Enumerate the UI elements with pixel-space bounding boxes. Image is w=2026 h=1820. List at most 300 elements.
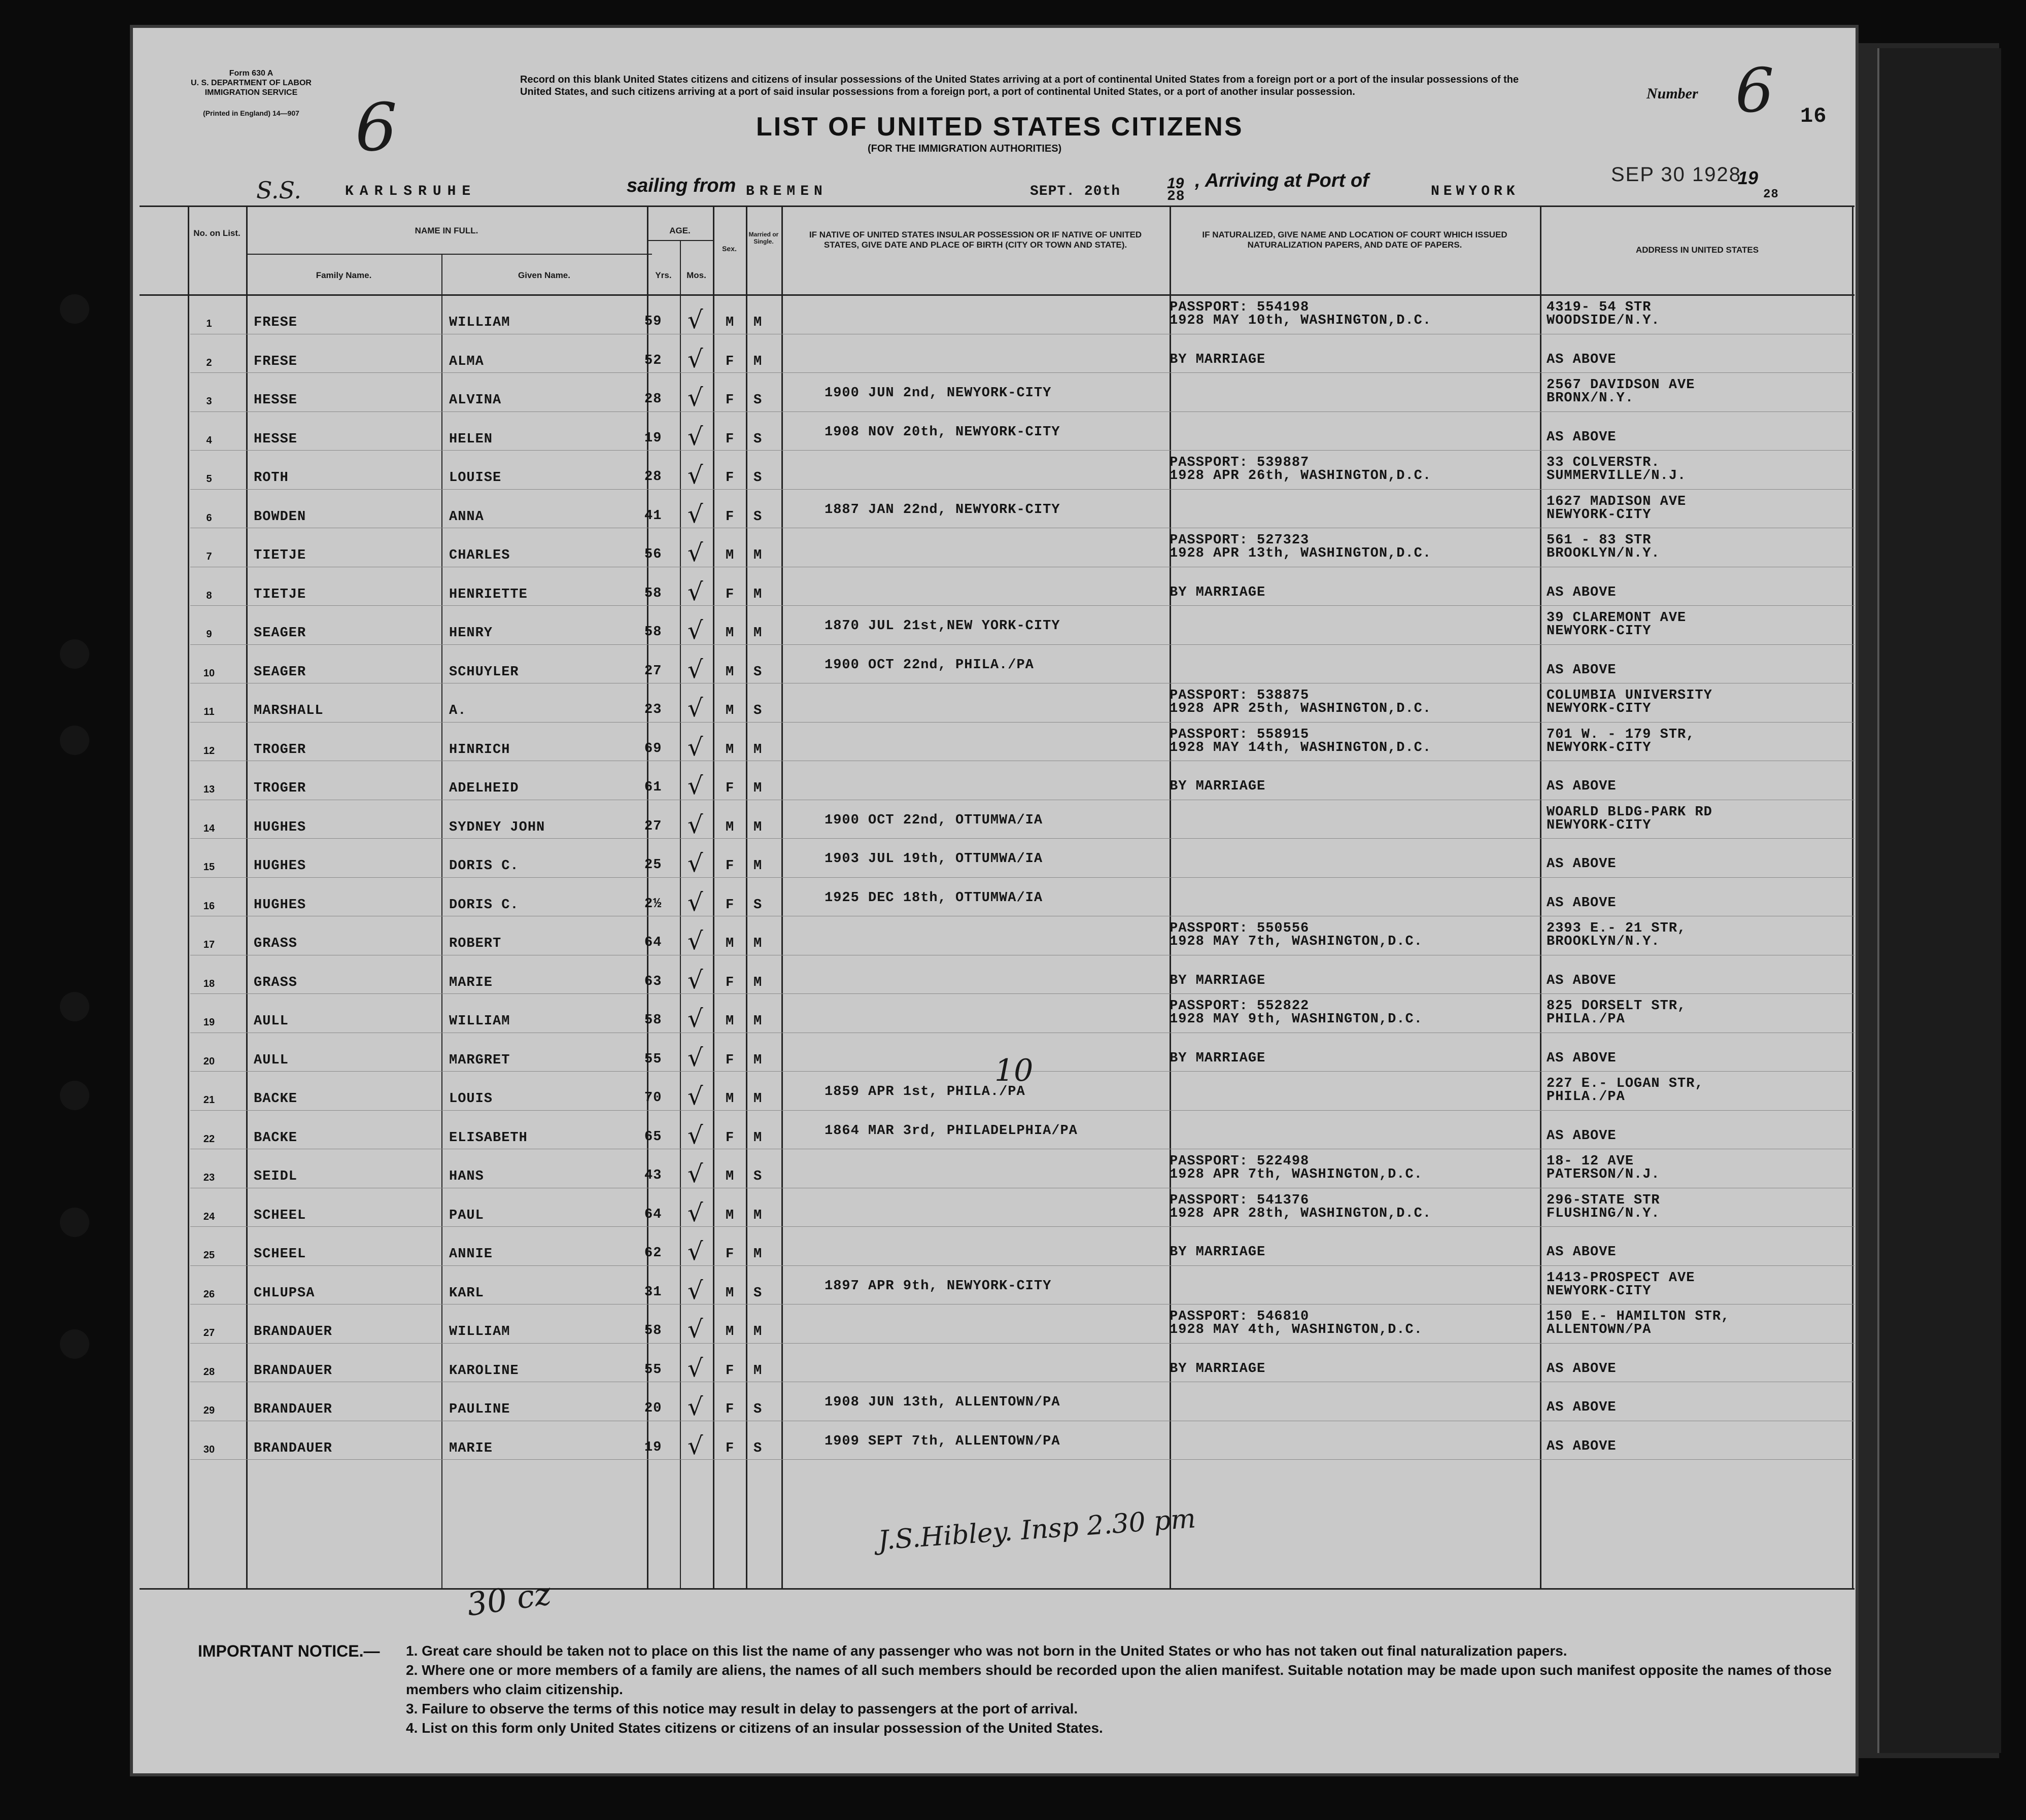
marital-status: M [753, 548, 763, 563]
family-name: TIETJE [254, 548, 306, 563]
sex: F [726, 1052, 735, 1068]
table-row [140, 529, 1855, 567]
table-row [140, 1305, 1855, 1344]
punch-hole [60, 294, 89, 324]
address-line-2: AS ABOVE [1547, 856, 1617, 872]
address-line-1: 33 COLVERSTR. [1547, 455, 1660, 470]
address-line-2: NEWYORK-CITY [1547, 740, 1652, 756]
family-name: MARSHALL [254, 703, 324, 718]
col-sex: Sex. [722, 245, 737, 253]
family-name: CHLUPSA [254, 1285, 315, 1301]
notice-item: 1. Great care should be taken not to place on this list the name of any passenger who was not born in the United States or who has not taken out final naturalization papers. [406, 1643, 1567, 1659]
marital-status: S [753, 1169, 763, 1184]
address-line-1: 39 CLAREMONT AVE [1547, 610, 1687, 626]
given-name: HINRICH [449, 742, 510, 758]
marital-status: S [753, 470, 763, 486]
given-name: LOUIS [449, 1091, 493, 1107]
given-name: KARL [449, 1285, 484, 1301]
family-name: BACKE [254, 1091, 298, 1107]
row-number: 15 [203, 862, 215, 873]
age-years: 23 [644, 702, 662, 717]
row-number: 1 [206, 318, 212, 329]
marital-status: M [753, 975, 763, 990]
punch-hole [60, 992, 89, 1021]
sex: F [726, 1130, 735, 1146]
address-line-1: 2393 E.- 21 STR, [1547, 921, 1687, 936]
given-name: ALMA [449, 354, 484, 369]
naturalization-line-1: PASSPORT: 539887 [1170, 455, 1310, 470]
family-name: TROGER [254, 781, 306, 796]
address-line-2: SUMMERVILLE/N.J. [1547, 468, 1687, 484]
birth-info: 1909 SEPT 7th, ALLENTOWN/PA [825, 1433, 1060, 1449]
row-number: 25 [203, 1250, 215, 1261]
punch-hole [60, 1081, 89, 1110]
col-married: Married or Single. [748, 231, 779, 245]
marital-status: M [753, 626, 763, 641]
address-line-1: 561 - 83 STR [1547, 533, 1652, 548]
table-row [140, 490, 1855, 529]
birth-info: 1900 JUN 2nd, NEWYORK-CITY [825, 386, 1052, 401]
given-name: HELEN [449, 431, 493, 447]
birth-info: 1887 JAN 22nd, NEWYORK-CITY [825, 502, 1060, 518]
family-name: BRANDAUER [254, 1440, 332, 1456]
sex: M [726, 1091, 735, 1107]
col-name-in-full: NAME IN FULL. [415, 226, 478, 235]
age-years: 58 [644, 1013, 662, 1028]
naturalization-line-1: PASSPORT: 527323 [1170, 533, 1310, 548]
table-row [140, 1383, 1855, 1421]
row-number: 27 [203, 1327, 215, 1338]
table-row [140, 956, 1855, 994]
given-name: WILLIAM [449, 315, 510, 330]
stamp-year: 28 [1763, 188, 1779, 201]
address-line-2: NEWYORK-CITY [1547, 507, 1652, 523]
table-row [140, 645, 1855, 684]
address-line-2: FLUSHING/N.Y. [1547, 1206, 1660, 1221]
department: U. S. DEPARTMENT OF LABOR [191, 79, 312, 87]
service: IMMIGRATION SERVICE [204, 88, 298, 97]
sex: F [726, 470, 735, 486]
address-line-2: AS ABOVE [1547, 1050, 1617, 1066]
checkmark-icon: √ [688, 461, 703, 490]
checkmark-icon: √ [688, 849, 703, 878]
given-name: KAROLINE [449, 1363, 519, 1379]
family-name: ROTH [254, 470, 289, 486]
naturalization-line-2: BY MARRIAGE [1170, 352, 1266, 367]
punch-hole [60, 639, 89, 669]
address-line-2: AS ABOVE [1547, 662, 1617, 678]
age-years: 70 [644, 1090, 662, 1106]
address-line-2: BROOKLYN/N.Y. [1547, 934, 1660, 949]
table-row [140, 1344, 1855, 1383]
given-name: WILLIAM [449, 1014, 510, 1029]
sex: F [726, 1247, 735, 1262]
col-family-name: Family Name. [316, 270, 372, 280]
ss-prefix: S.S. [256, 177, 301, 204]
printed-note: (Printed in England) 14—907 [203, 109, 299, 117]
checkmark-icon: √ [688, 384, 703, 412]
page-subtitle: (FOR THE IMMIGRATION AUTHORITIES) [868, 143, 1062, 154]
naturalization-line-2: BY MARRIAGE [1170, 973, 1266, 988]
age-years: 64 [644, 935, 662, 950]
checkmark-icon: √ [688, 577, 703, 606]
family-name: HUGHES [254, 819, 306, 835]
row-number: 28 [203, 1366, 215, 1378]
birth-info: 1870 JUL 21st,NEW YORK-CITY [825, 619, 1060, 634]
number-label: Number [1646, 85, 1698, 102]
sex: M [726, 1208, 735, 1223]
col-naturalized: IF NATURALIZED, GIVE NAME AND LOCATION OF COURT WHICH ISSUED NATURALIZATION PAPERS, AND DATE OF PAPERS. [1202, 230, 1507, 250]
family-name: HUGHES [254, 859, 306, 874]
marital-status: M [753, 1130, 763, 1146]
given-name: ANNIE [449, 1247, 493, 1262]
row-number: 23 [203, 1172, 215, 1183]
age-years: 64 [644, 1207, 662, 1222]
marital-status: M [753, 1208, 763, 1223]
naturalization-line-2: BY MARRIAGE [1170, 585, 1266, 600]
table-row [140, 839, 1855, 878]
naturalization-line-2: 1928 MAY 14th, WASHINGTON,D.C. [1170, 740, 1432, 756]
family-name: AULL [254, 1014, 289, 1029]
birth-info: 1864 MAR 3rd, PHILADELPHIA/PA [825, 1123, 1078, 1139]
sex: F [726, 1363, 735, 1379]
checkmark-icon: √ [688, 1393, 703, 1421]
sex: M [726, 1285, 735, 1301]
marital-status: M [753, 1363, 763, 1379]
sex: F [726, 1402, 735, 1417]
age-years: 28 [644, 469, 662, 485]
checkmark-icon: √ [688, 345, 703, 373]
marital-status: M [753, 1052, 763, 1068]
table-row [140, 1266, 1855, 1305]
punch-hole [60, 726, 89, 755]
address-line-2: NEWYORK-CITY [1547, 1283, 1652, 1299]
row-number: 29 [203, 1405, 215, 1416]
checkmark-icon: √ [688, 1121, 703, 1150]
age-years: 41 [644, 508, 662, 524]
table-row [140, 684, 1855, 723]
address-line-1: 296-STATE STR [1547, 1192, 1660, 1208]
row-number: 17 [203, 939, 215, 950]
naturalization-line-2: 1928 MAY 4th, WASHINGTON,D.C. [1170, 1322, 1423, 1337]
punch-hole [60, 1329, 89, 1359]
arriving-label: , Arriving at Port of [1195, 170, 1369, 191]
marital-status: S [753, 1285, 763, 1301]
address-line-1: 701 W. - 179 STR, [1547, 727, 1695, 742]
family-name: TIETJE [254, 587, 306, 602]
given-name: MARGRET [449, 1052, 510, 1068]
table-row [140, 451, 1855, 490]
given-name: HANS [449, 1169, 484, 1184]
address-line-1: 1413-PROSPECT AVE [1547, 1270, 1695, 1286]
checkmark-icon: √ [688, 1160, 703, 1188]
address-line-2: AS ABOVE [1547, 352, 1617, 367]
punch-hole [60, 1208, 89, 1237]
row-number: 26 [203, 1288, 215, 1300]
address-line-1: 4319- 54 STR [1547, 300, 1652, 315]
age-years: 56 [644, 547, 662, 562]
sailing-date: SEPT. 20th [1030, 184, 1121, 199]
page-number: 16 [1800, 104, 1827, 128]
address-line-2: AS ABOVE [1547, 585, 1617, 600]
family-name: FRESE [254, 354, 298, 369]
given-name: PAUL [449, 1208, 484, 1223]
given-name: DORIS C. [449, 897, 519, 913]
row-number: 4 [206, 434, 212, 446]
checkmark-icon: √ [688, 733, 703, 762]
naturalization-line-2: BY MARRIAGE [1170, 1245, 1266, 1260]
family-name: FRESE [254, 315, 298, 330]
address-line-2: AS ABOVE [1547, 1128, 1617, 1144]
table-row [140, 1227, 1855, 1266]
table-row [140, 1150, 1855, 1188]
sex: F [726, 431, 735, 447]
age-years: 28 [644, 392, 662, 407]
sex: F [726, 509, 735, 525]
checkmark-icon: √ [688, 655, 703, 684]
sex: M [726, 548, 735, 563]
address-line-1: COLUMBIA UNIVERSITY [1547, 688, 1712, 703]
notice-item: 2. Where one or more members of a family are aliens, the names of all such members should be recorded upon the alien manifest. Suitable notation may be made upon such manifest opposite the names of those members who claim citizenship. [406, 1662, 1832, 1697]
family-name: SCHEEL [254, 1208, 306, 1223]
underlying-page-edge-2 [1877, 48, 2001, 1753]
given-name: ADELHEID [449, 781, 519, 796]
given-name: WILLIAM [449, 1324, 510, 1340]
col-given-name: Given Name. [518, 270, 570, 280]
sex: F [726, 975, 735, 990]
given-name: HENRY [449, 626, 493, 641]
sex: M [726, 936, 735, 951]
marital-status: S [753, 1402, 763, 1417]
family-name: BOWDEN [254, 509, 306, 525]
row-number: 30 [203, 1444, 215, 1455]
row-number: 12 [203, 745, 215, 757]
age-years: 2½ [644, 896, 662, 912]
table-row [140, 994, 1855, 1033]
table-row [140, 723, 1855, 762]
sex: M [726, 1169, 735, 1184]
age-years: 19 [644, 1439, 662, 1455]
marital-status: S [753, 1440, 763, 1456]
given-name: ROBERT [449, 936, 502, 951]
given-name: CHARLES [449, 548, 510, 563]
manifest-table [140, 205, 1855, 1588]
row-number: 7 [206, 551, 212, 562]
age-years: 52 [644, 353, 662, 368]
sex: M [726, 819, 735, 835]
birth-info: 1908 NOV 20th, NEWYORK-CITY [825, 424, 1060, 440]
naturalization-line-2: 1928 APR 7th, WASHINGTON,D.C. [1170, 1167, 1423, 1182]
sex: M [726, 626, 735, 641]
row-number: 20 [203, 1055, 215, 1067]
checkmark-icon: √ [688, 888, 703, 917]
given-name: LOUISE [449, 470, 502, 486]
marital-status: M [753, 1247, 763, 1262]
naturalization-line-1: PASSPORT: 552822 [1170, 999, 1310, 1014]
marital-status: S [753, 664, 763, 680]
col-mos: Mos. [686, 270, 706, 280]
sex: F [726, 1440, 735, 1456]
family-name: BRANDAUER [254, 1363, 332, 1379]
checkmark-icon: √ [688, 772, 703, 800]
row-number: 18 [203, 978, 215, 989]
marital-status: M [753, 819, 763, 835]
row-number: 2 [206, 357, 212, 368]
age-years: 58 [644, 625, 662, 640]
checkmark-icon: √ [688, 810, 703, 839]
birth-info: 1925 DEC 18th, OTTUMWA/IA [825, 890, 1043, 906]
age-years: 69 [644, 741, 662, 757]
col-age: AGE. [669, 226, 691, 235]
address-line-1: 227 E.- LOGAN STR, [1547, 1076, 1704, 1091]
table-row [140, 1111, 1855, 1150]
age-years: 27 [644, 663, 662, 679]
address-line-1: 18- 12 AVE [1547, 1154, 1634, 1169]
sex: F [726, 393, 735, 408]
table-row [140, 606, 1855, 645]
row-number: 13 [203, 784, 215, 795]
age-years: 43 [644, 1168, 662, 1183]
address-line-2: AS ABOVE [1547, 1245, 1617, 1260]
given-name: A. [449, 703, 467, 718]
naturalization-line-2: 1928 APR 13th, WASHINGTON,D.C. [1170, 546, 1432, 561]
address-line-1: 825 DORSELT STR, [1547, 999, 1687, 1014]
marital-status: M [753, 936, 763, 951]
given-name: ELISABETH [449, 1130, 528, 1146]
naturalization-line-2: 1928 MAY 7th, WASHINGTON,D.C. [1170, 934, 1423, 949]
sex: M [726, 1014, 735, 1029]
checkmark-icon: √ [688, 539, 703, 567]
address-line-2: PATERSON/N.J. [1547, 1167, 1660, 1182]
row-number: 3 [206, 396, 212, 407]
age-years: 31 [644, 1284, 662, 1300]
age-years: 55 [644, 1051, 662, 1067]
sex: F [726, 859, 735, 874]
arrival-stamp: SEP 30 1928 [1611, 163, 1742, 186]
table-row [140, 917, 1855, 955]
family-name: TROGER [254, 742, 306, 758]
family-name: BRANDAUER [254, 1324, 332, 1340]
sex: M [726, 664, 735, 680]
col-no-on-list: No. on List. [193, 228, 241, 238]
naturalization-line-2: 1928 MAY 9th, WASHINGTON,D.C. [1170, 1012, 1423, 1027]
sex: M [726, 315, 735, 330]
address-line-2: PHILA./PA [1547, 1089, 1625, 1105]
marital-status: M [753, 781, 763, 796]
family-name: HESSE [254, 393, 298, 408]
family-name: HESSE [254, 431, 298, 447]
sex: F [726, 781, 735, 796]
notice-label: IMPORTANT NOTICE.— [198, 1642, 380, 1660]
address-line-2: NEWYORK-CITY [1547, 817, 1652, 833]
checkmark-icon: √ [688, 1082, 703, 1111]
inspector-signature: J.S.Hibley. Insp 2.30 pm [877, 1503, 1197, 1556]
age-years: 61 [644, 780, 662, 795]
family-name: SEIDL [254, 1169, 298, 1184]
page-title: LIST OF UNITED STATES CITIZENS [756, 112, 1244, 142]
naturalization-line-1: PASSPORT: 538875 [1170, 688, 1310, 703]
address-line-2: AS ABOVE [1547, 1438, 1617, 1454]
age-years: 58 [644, 1323, 662, 1338]
checkmark-icon: √ [688, 694, 703, 723]
table-row [140, 1189, 1855, 1227]
address-line-2: BRONX/N.Y. [1547, 391, 1634, 406]
naturalization-line-2: 1928 MAY 10th, WASHINGTON,D.C. [1170, 313, 1432, 328]
table-row [140, 1422, 1855, 1460]
naturalization-line-1: PASSPORT: 554198 [1170, 300, 1310, 315]
table-row [140, 335, 1855, 373]
table-row [140, 373, 1855, 412]
notice-items [406, 1641, 1862, 1738]
checkmark-icon: √ [688, 422, 703, 451]
address-line-1: 2567 DAVIDSON AVE [1547, 377, 1695, 393]
row-number: 16 [203, 900, 215, 912]
given-name: SYDNEY JOHN [449, 819, 545, 835]
age-years: 59 [644, 314, 662, 329]
stamp-19: 19 [1738, 167, 1759, 188]
sex: F [726, 897, 735, 913]
row-number: 14 [203, 822, 215, 834]
family-name: GRASS [254, 975, 298, 990]
given-name: DORIS C. [449, 859, 519, 874]
checkmark-icon: √ [688, 1198, 703, 1227]
list-mark: 6 [355, 89, 397, 166]
checkmark-icon: √ [688, 1005, 703, 1033]
address-line-1: 150 E.- HAMILTON STR, [1547, 1309, 1730, 1324]
naturalization-line-1: PASSPORT: 550556 [1170, 921, 1310, 936]
naturalization-line-1: PASSPORT: 546810 [1170, 1309, 1310, 1324]
family-name: BRANDAUER [254, 1402, 332, 1417]
family-name: SEAGER [254, 626, 306, 641]
address-line-1: WOARLD BLDG-PARK RD [1547, 804, 1712, 820]
naturalization-line-1: PASSPORT: 522498 [1170, 1154, 1310, 1169]
marital-status: M [753, 742, 763, 758]
from-port: BREMEN [746, 184, 828, 199]
age-years: 58 [644, 586, 662, 601]
checkmark-icon: √ [688, 616, 703, 645]
row-number: 9 [206, 629, 212, 640]
checkmark-icon: √ [688, 927, 703, 955]
tally-mark: 30 cz [464, 1574, 554, 1624]
naturalization-line-2: 1928 APR 25th, WASHINGTON,D.C. [1170, 701, 1432, 716]
address-line-2: AS ABOVE [1547, 973, 1617, 988]
marital-status: M [753, 1014, 763, 1029]
arrival-port: NEWYORK [1431, 184, 1519, 199]
col-birth: IF NATIVE OF UNITED STATES INSULAR POSSESSION OR IF NATIVE OF UNITED STATES, GIVE DATE AND PLACE OF BIRTH (CITY OR TOWN AND STATE). [809, 230, 1142, 250]
given-name: PAULINE [449, 1402, 510, 1417]
naturalization-line-2: BY MARRIAGE [1170, 1361, 1266, 1377]
given-name: MARIE [449, 975, 493, 990]
given-name: HENRIETTE [449, 587, 528, 602]
marital-status: M [753, 354, 763, 369]
checkmark-icon: √ [688, 500, 703, 529]
marital-status: M [753, 1091, 763, 1107]
record-notice: Record on this blank United States citizens and citizens of insular possessions of the United States arriving at a port of continental United States from a foreign port or a port of the insular possessions of the United States, and such citizens arriving at a port of said insular possessions from a foreign port, a port of continental United States, or a port of another insular possession. [520, 74, 1519, 97]
age-years: 63 [644, 974, 662, 989]
count-mark: 10 [994, 1053, 1034, 1088]
sailing-year: 28 [1167, 189, 1185, 204]
address-line-2: BROOKLYN/N.Y. [1547, 546, 1660, 561]
sex: F [726, 587, 735, 602]
age-years: 62 [644, 1246, 662, 1261]
marital-status: M [753, 1324, 763, 1340]
notice-item: 4. List on this form only United States citizens or citizens of an insular possession of the United States. [406, 1720, 1103, 1736]
table-row [140, 296, 1855, 334]
naturalization-line-1: PASSPORT: 541376 [1170, 1192, 1310, 1208]
col-yrs: Yrs. [655, 270, 672, 280]
row-number: 8 [206, 590, 212, 601]
checkmark-icon: √ [688, 1238, 703, 1266]
